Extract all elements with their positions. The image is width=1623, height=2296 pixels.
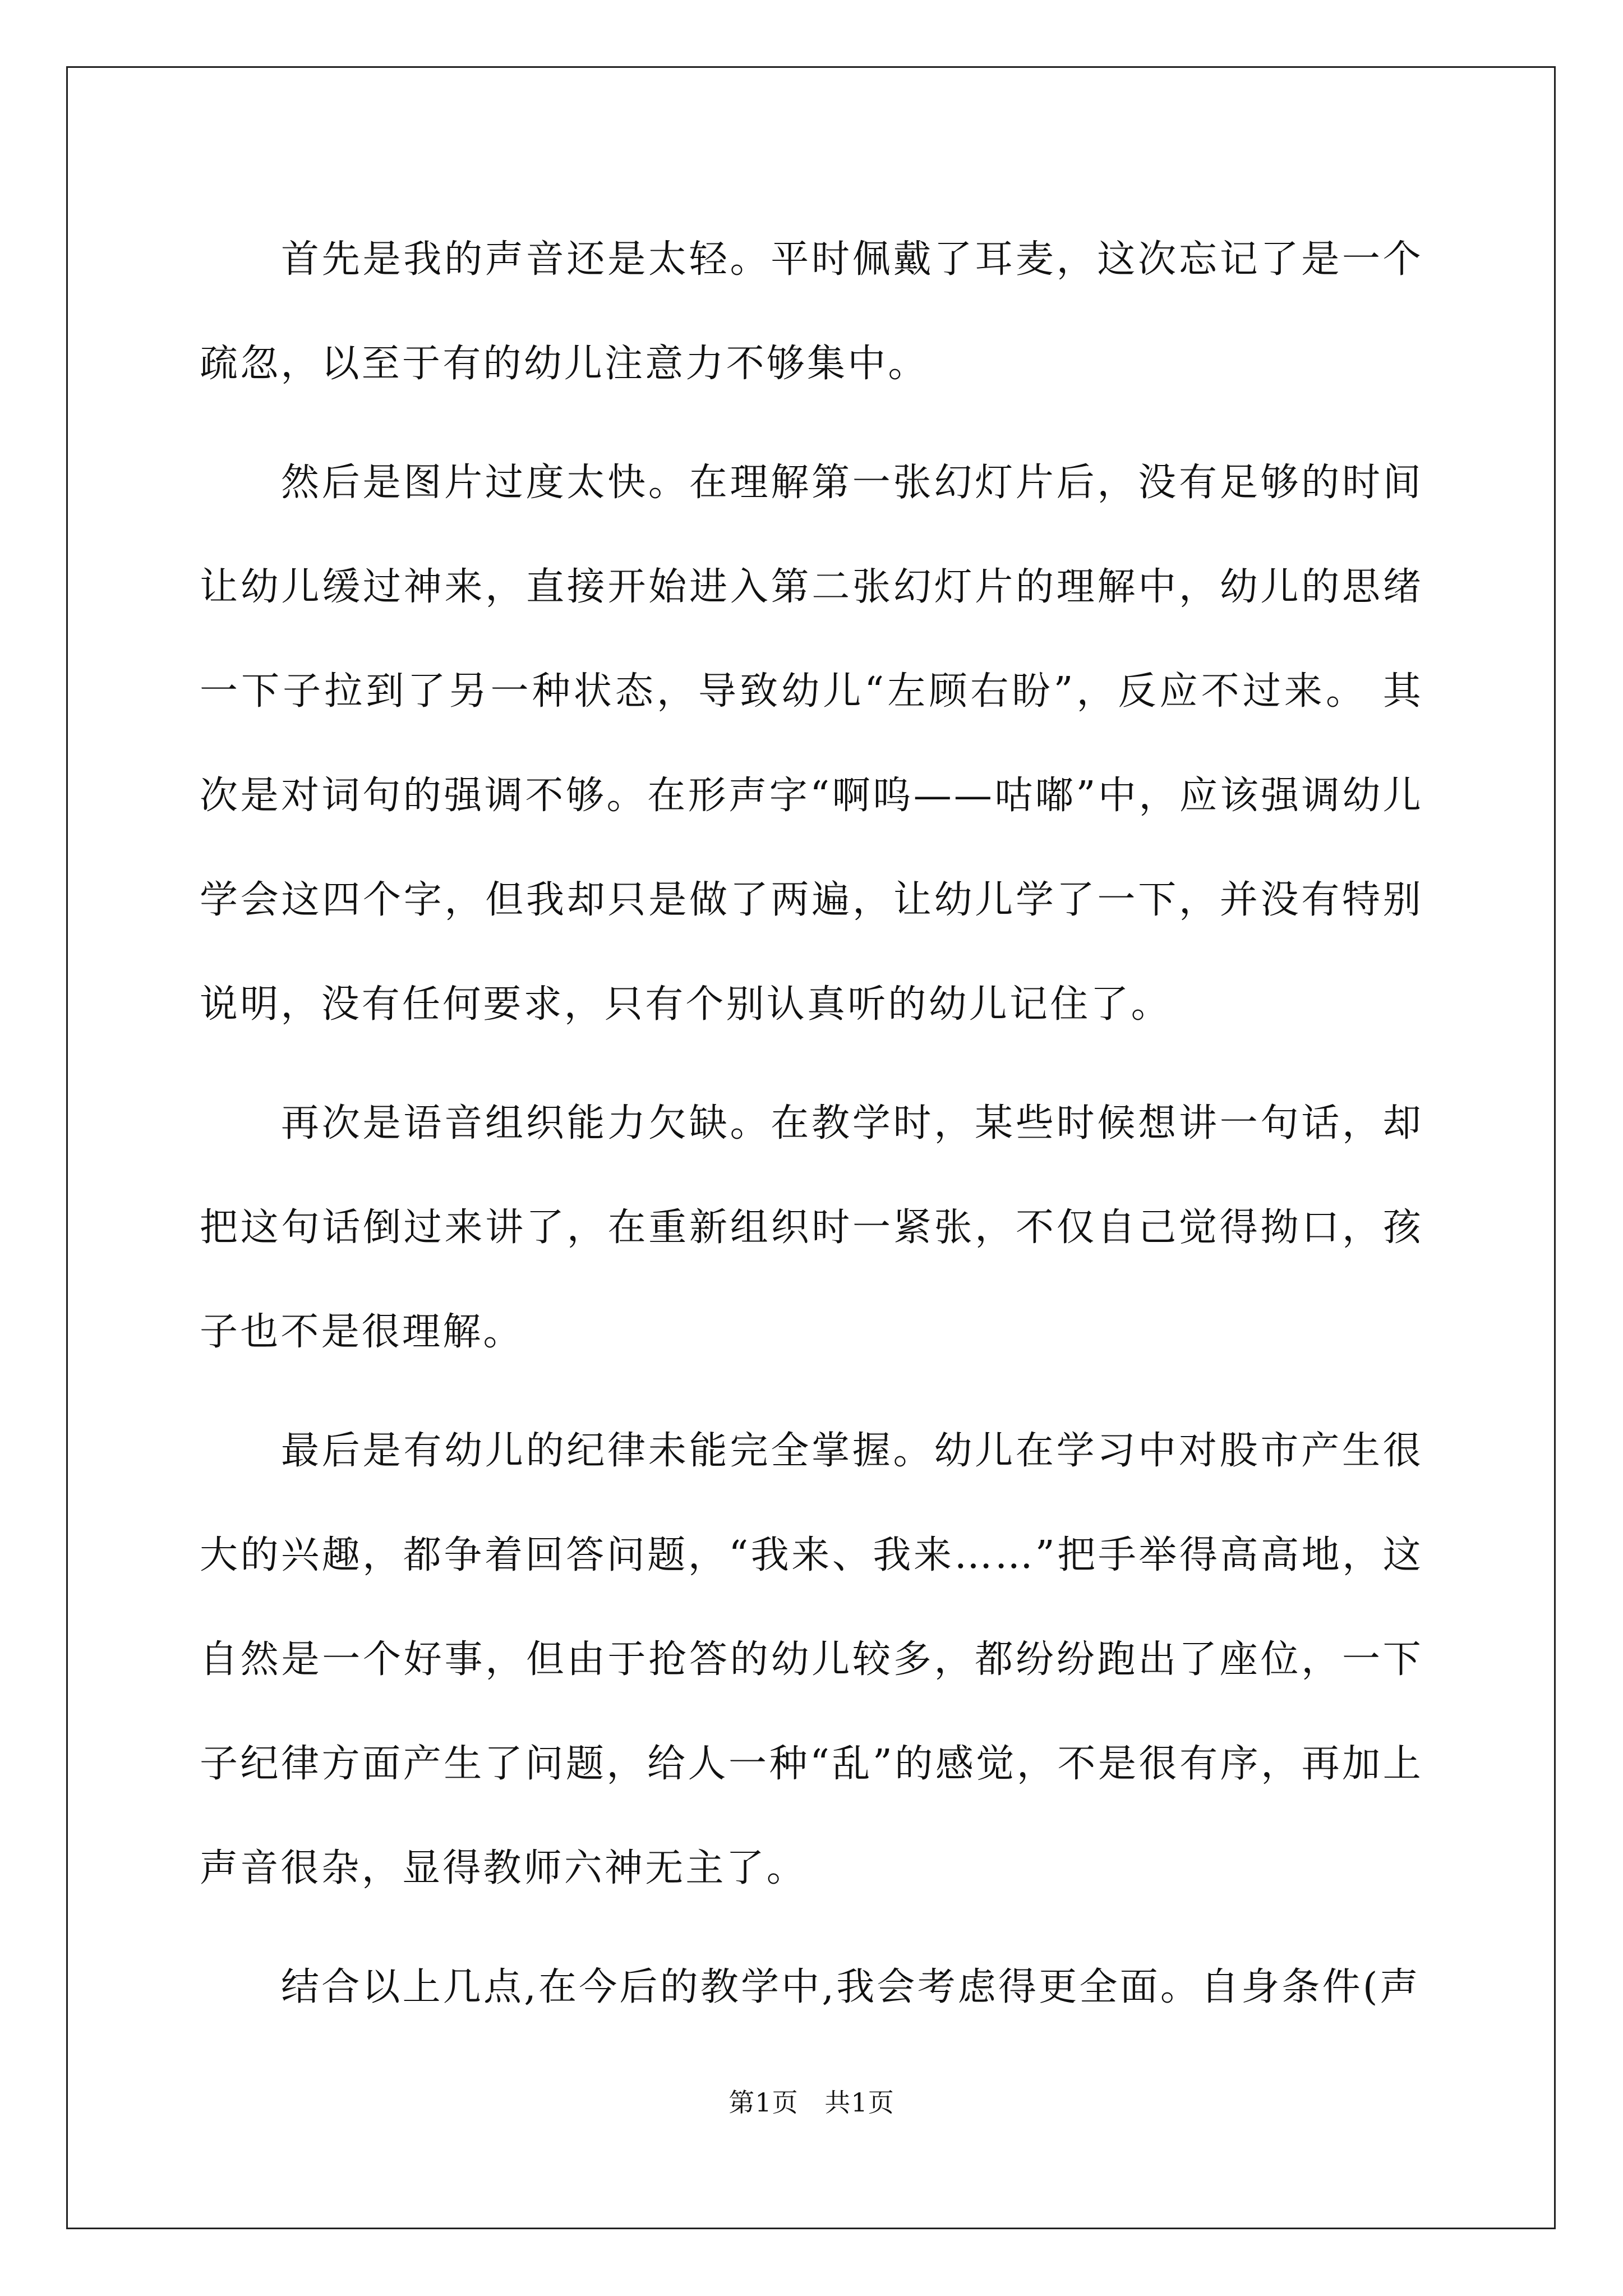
paragraph-1: 首先是我的声音还是太轻。平时佩戴了耳麦，这次忘记了是一个疏忽，以至于有的幼儿注意力不够集中。 <box>200 237 1423 386</box>
paragraph-3: 再次是语音组织能力欠缺。在教学时，某些时候想讲一句话，却把这句话倒过来讲了，在重新组织时一紧张，不仅自己觉得拗口，孩子也不是很理解。 <box>200 1101 1423 1354</box>
page-number-footer: 第1页 共1页 <box>728 2087 895 2118</box>
document-body <box>200 208 1423 2054</box>
paragraph-2: 然后是图片过度太快。在理解第一张幻灯片后，没有足够的时间让幼儿缓过神来，直接开始进入第二张幻灯片的理解中，幼儿的思绪一下子拉到了另一种状态，导致幼儿“左顾右盼”，反应不过来。 其次是对词句的强调不够。在形声字“啊呜——咕嘟”中，应该强调幼儿学会这四个字，但我却只是做了两遍，让幼儿学了一下，并没有特别说明，没有任何要求，只有个别认真听的幼儿记住了。 <box>200 461 1423 1027</box>
paragraph-5: 结合以上几点,在今后的教学中,我会考虑得更全面。自身条件(声 <box>281 1965 1421 2009</box>
paragraph-4: 最后是有幼儿的纪律未能完全掌握。幼儿在学习中对股市产生很大的兴趣，都争着回答问题，“我来、我来……”把手举得高高地，这自然是一个好事，但由于抢答的幼儿较多，都纷纷跑出了座位，一下子纪律方面产生了问题，给人一种“乱”的感觉，不是很有序，再加上声音很杂，显得教师六神无主了。 <box>200 1429 1423 1890</box>
